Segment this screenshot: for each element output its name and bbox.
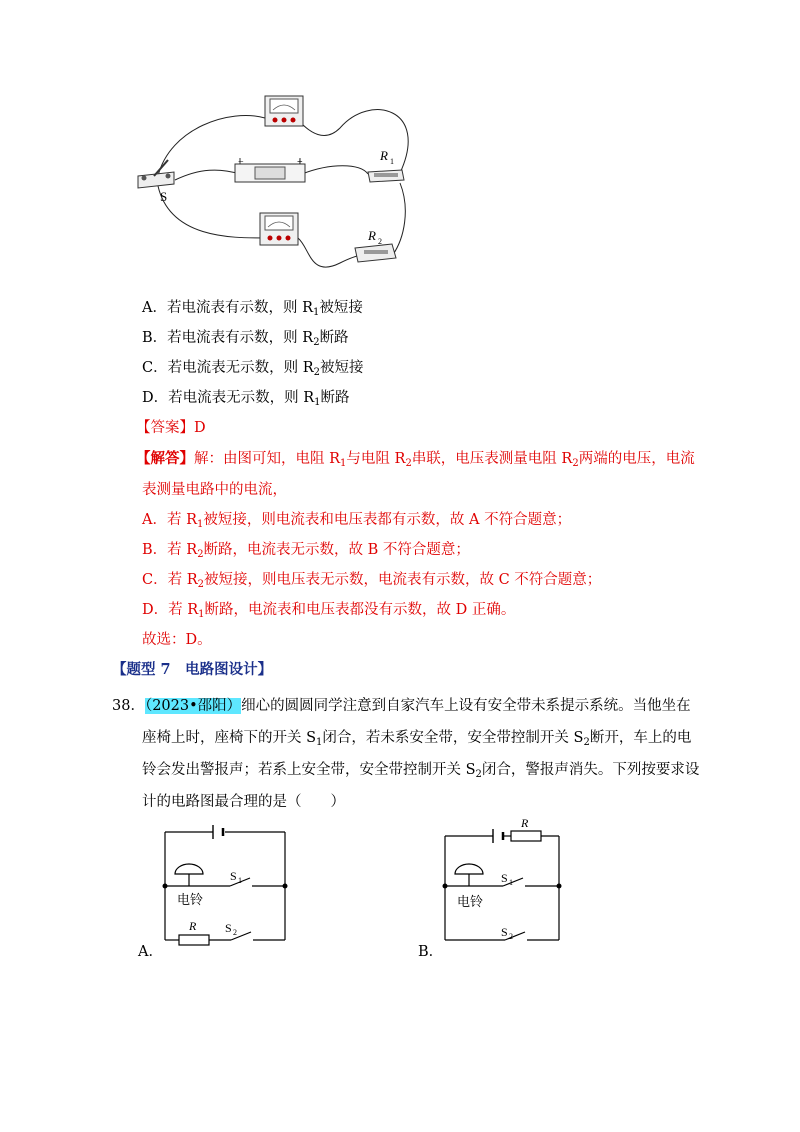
- analysis-item-d: D．若 $R_1$断路，电流表和电压表都没有示数，故 D 正确。: [142, 602, 516, 620]
- answer-label: 【答案】: [136, 420, 194, 436]
- label-r1: R: [380, 148, 388, 163]
- section-title: 【题型 7 电路图设计】: [112, 661, 273, 678]
- answer-value: D: [194, 420, 206, 436]
- s1-sub-a: 1: [238, 876, 242, 885]
- r-label-a: R: [189, 919, 197, 933]
- r-label-b: R: [521, 816, 529, 830]
- analysis-line-1: 【解答】解：由图可知，电阻 $R_1$与电阻 $R_2$串联，电压表测量电阻 $R_2$两端的电压，电流: [136, 450, 695, 469]
- question-line-4: 计的电路图最合理的是（ ）: [142, 794, 345, 810]
- diagram-a-label: A．: [138, 944, 163, 960]
- s1-sub-b: 1: [509, 878, 513, 887]
- ammeter: [260, 213, 298, 245]
- option-a: A．若电流表有示数，则 $R_1$被短接: [142, 300, 363, 318]
- option-d: D．若电流表无示数，则 $R_1$断路: [142, 390, 350, 408]
- bell-label-a: 电铃: [177, 892, 204, 907]
- s1-label-a: S: [230, 869, 237, 883]
- analysis-item-b: B．若 $R_2$断路，电流表无示数，故 B 不符合题意；: [142, 542, 470, 560]
- analysis-item-a: A．若 $R_1$被短接，则电流表和电压表都有示数，故 A 不符合题意；: [142, 512, 572, 530]
- option-c: C．若电流表无示数，则 $R_2$被短接: [142, 360, 364, 378]
- switch-s: [138, 160, 174, 188]
- battery: [235, 158, 305, 182]
- resistor-r1: [368, 170, 404, 182]
- s2-label-a: S: [225, 921, 232, 935]
- analysis-line-2: 表测量电路中的电流，: [142, 482, 287, 498]
- s2-label-b: S: [501, 925, 508, 939]
- analysis-conclusion: 故选：D。: [142, 632, 212, 648]
- question-line-3: 铃会发出警报声；若系上安全带，安全带控制开关 $S_2$闭合，警报声消失。下列按要求设: [142, 762, 700, 780]
- bell-icon: [175, 864, 203, 886]
- label-r2-sub: 2: [378, 237, 382, 246]
- question-number: 38．: [112, 698, 145, 714]
- bell-icon: [455, 864, 483, 886]
- circuit-diagram-a: [135, 822, 295, 962]
- physical-circuit-figure: [130, 88, 430, 273]
- battery-plus-label: +: [297, 157, 303, 168]
- circuit-diagram-b: [415, 812, 575, 962]
- option-b: B．若电流表有示数，则 $R_2$断路: [142, 330, 349, 348]
- s1-label-b: S: [501, 871, 508, 885]
- question-line-1: 38．（2023•邵阳）细心的圆圆同学注意到自家汽车上设有安全带未系提示系统。当他坐在: [112, 698, 691, 714]
- s2-sub-b: 2: [509, 932, 513, 941]
- resistor-r2: [355, 244, 396, 262]
- answer-line: [136, 418, 206, 438]
- analysis-item-c: C．若 $R_2$被短接，则电压表无示数，电流表有示数，故 C 不符合题意；: [142, 572, 602, 590]
- bell-label-b: 电铃: [457, 894, 484, 909]
- battery-minus-label: −: [238, 157, 244, 168]
- s2-sub-a: 2: [233, 928, 237, 937]
- diagram-b-label: B．: [418, 944, 444, 960]
- question-line-2: 座椅上时，座椅下的开关 $S_1$闭合，若未系安全带，安全带控制开关 $S_2$断开，车上的电: [142, 730, 692, 748]
- label-r2: R: [368, 228, 376, 243]
- voltmeter: [265, 96, 303, 126]
- label-s: S: [160, 189, 168, 204]
- label-r1-sub: 1: [390, 157, 394, 166]
- question-source-tag: （2023•邵阳）: [144, 698, 242, 714]
